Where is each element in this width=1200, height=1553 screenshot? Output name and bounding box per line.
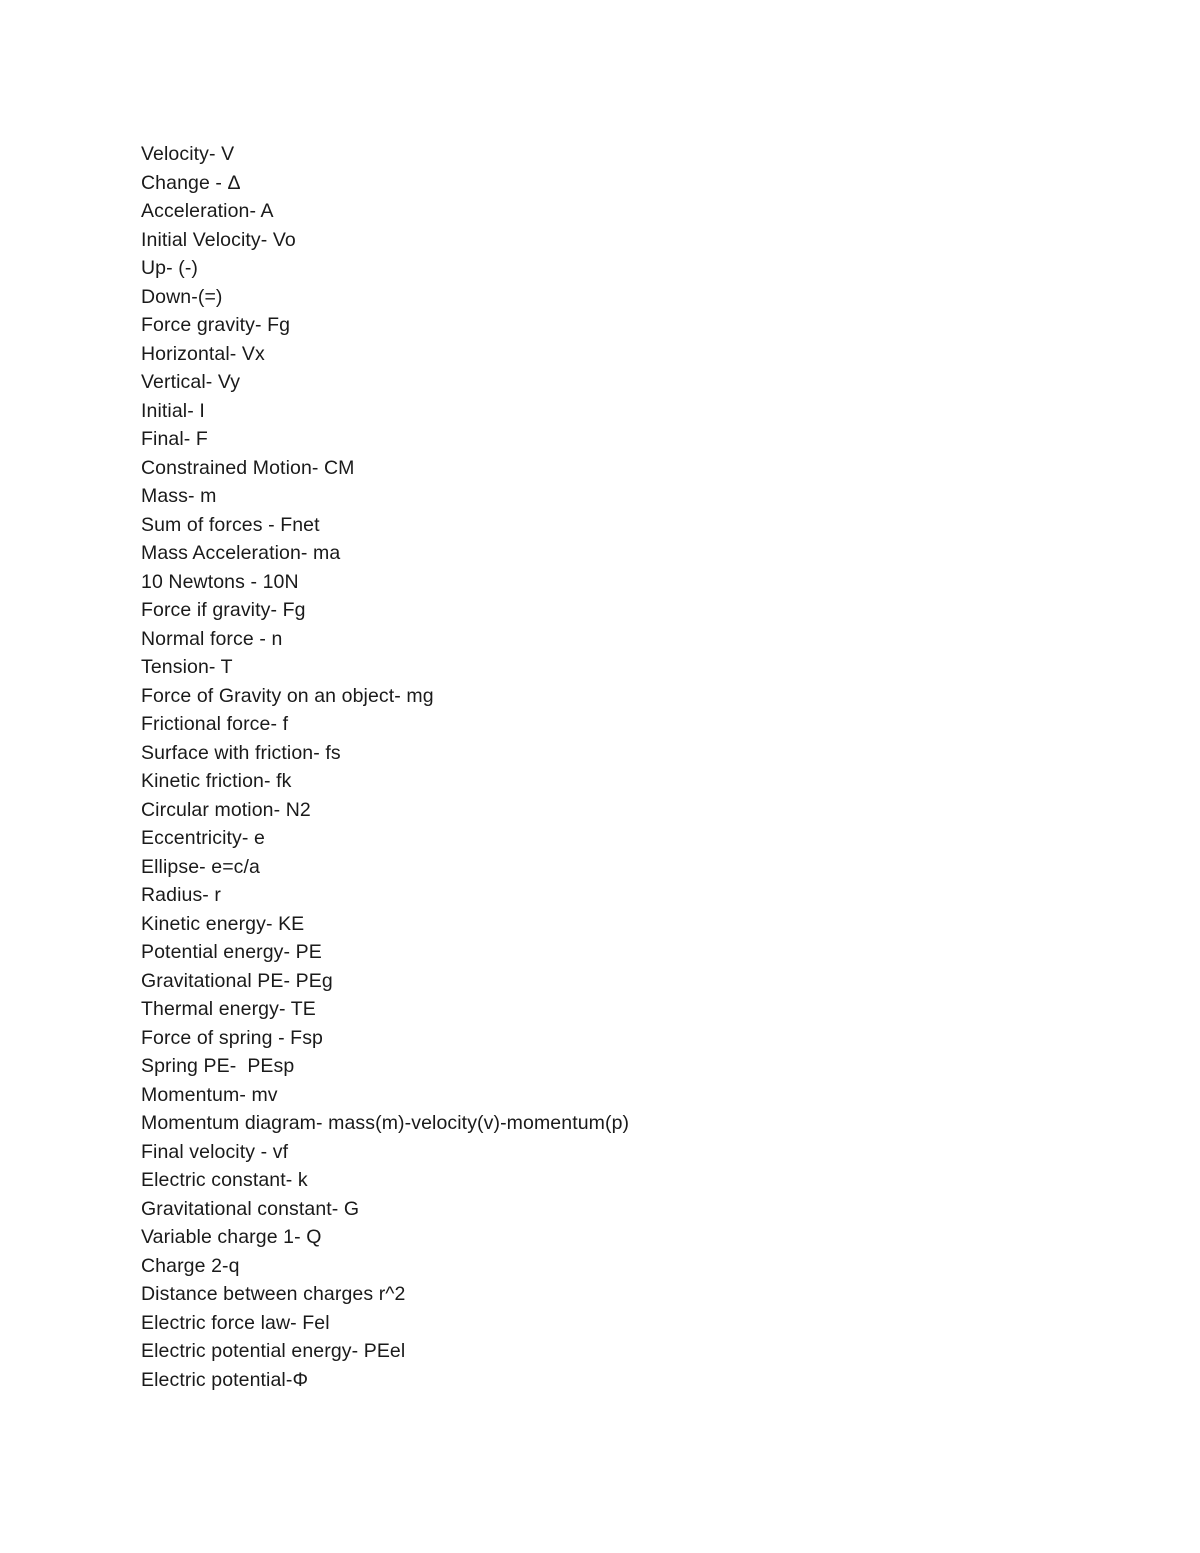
glossary-line: Tension- T	[141, 656, 233, 678]
glossary-line: Potential energy- PE	[141, 941, 322, 963]
glossary-line: Electric force law- Fel	[141, 1311, 330, 1334]
glossary-line: Variable charge 1- Q	[141, 1226, 322, 1248]
glossary-line: Horizontal- Vx	[141, 342, 265, 365]
glossary-line: Initial Velocity- Vo	[141, 228, 296, 251]
glossary-line: Final velocity - vf	[141, 1140, 289, 1163]
glossary-line: Kinetic energy- KE	[141, 912, 305, 935]
glossary-line: Acceleration- A	[141, 200, 274, 222]
glossary-line: Change - Δ	[141, 171, 241, 194]
glossary-line: Momentum- mv	[141, 1083, 278, 1106]
glossary-line: Radius- r	[141, 884, 222, 906]
glossary-line: 10 Newtons - 10N	[141, 570, 299, 593]
glossary-line: Mass Acceleration- ma	[141, 542, 341, 564]
glossary-line: Force if gravity- Fg	[141, 599, 306, 621]
glossary-line: Frictional force- f	[141, 713, 289, 735]
glossary-line: Mass- m	[141, 485, 217, 507]
glossary-line: Distance between charges r^2	[141, 1283, 406, 1305]
glossary-line: Electric constant- k	[141, 1169, 308, 1191]
glossary-line: Constrained Motion- CM	[141, 456, 355, 479]
glossary-line: Electric potential energy- PEel	[141, 1340, 406, 1362]
glossary-line: Sum of forces - Fnet	[141, 513, 320, 536]
glossary-line: Force gravity- Fg	[141, 314, 291, 336]
glossary-line: Velocity- V	[141, 143, 235, 165]
glossary-line: Spring PE- PEsp	[141, 1055, 295, 1077]
glossary-line: Eccentricity- e	[141, 827, 265, 849]
glossary-line: Thermal energy- TE	[141, 998, 316, 1020]
glossary-list	[141, 140, 629, 1394]
glossary-line: Initial- I	[141, 399, 205, 422]
glossary-line: Ellipse- e=c/a	[141, 855, 260, 878]
glossary-line: Force of spring - Fsp	[141, 1026, 323, 1049]
glossary-line: Gravitational constant- G	[141, 1197, 360, 1220]
glossary-line: Vertical- Vy	[141, 371, 241, 393]
glossary-line: Final- F	[141, 428, 208, 450]
glossary-line: Normal force - n	[141, 627, 283, 650]
glossary-line: Down-(=)	[141, 285, 223, 308]
glossary-line: Gravitational PE- PEg	[141, 969, 333, 992]
glossary-line: Momentum diagram- mass(m)-velocity(v)-momentum(p)	[141, 1112, 630, 1134]
glossary-line: Surface with friction- fs	[141, 741, 341, 764]
glossary-line: Charge 2-q	[141, 1254, 240, 1277]
glossary-line: Up- (-)	[141, 257, 199, 279]
glossary-line: Electric potential-Φ	[141, 1368, 309, 1391]
glossary-line: Kinetic friction- fk	[141, 770, 292, 792]
glossary-line: Force of Gravity on an object- mg	[141, 684, 434, 707]
glossary-line: Circular motion- N2	[141, 798, 311, 821]
